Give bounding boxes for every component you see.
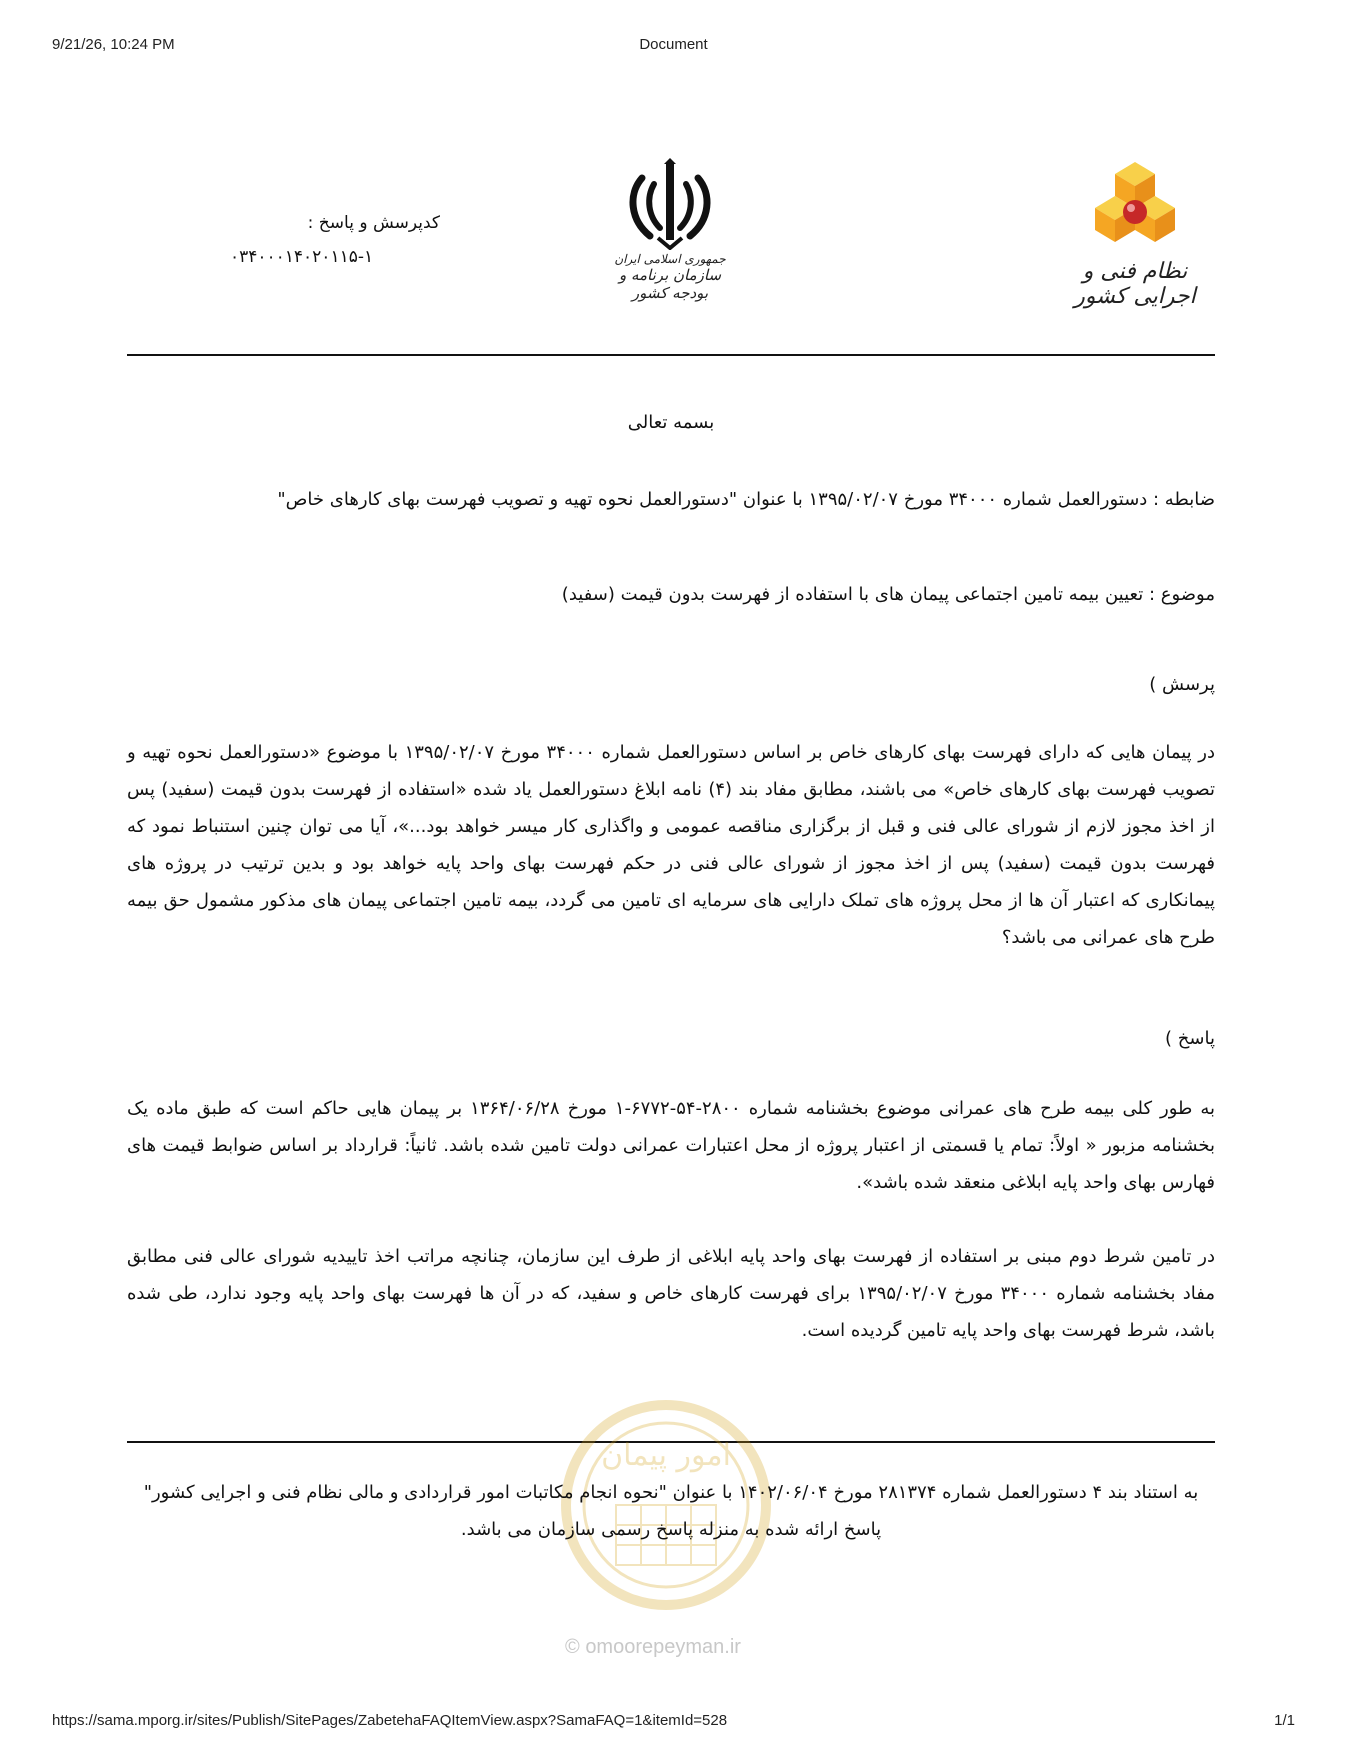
iran-emblem-logo <box>600 158 740 308</box>
faq-code-label: کدپرسش و پاسخ : <box>307 213 440 233</box>
seal-text: امور پیمان <box>601 1438 731 1473</box>
nezam-fanni-logo-text: نظام فنی و اجرایی کشور <box>1074 259 1196 309</box>
print-title: Document <box>639 36 708 53</box>
header-divider <box>127 354 1215 356</box>
official-answer-note: به استناد بند ۴ دستورالعمل شماره ۲۸۱۳۷۴ مورخ ۱۴۰۲/۰۶/۰۴ با عنوان "نحوه انجام مکاتبات امور قراردادی و مالی نظام فنی و اجرایی کشور" پاسخ ارائه شده به منزله پاسخ رسمی سازمان می باشد. <box>143 1482 1199 1540</box>
answer-heading: پاسخ ) <box>1165 1028 1215 1049</box>
question-heading: پرسش ) <box>1149 674 1215 695</box>
faq-code-value: ۰۳۴۰۰۰۱۴۰۲۰۱۱۵-۱ <box>230 247 374 267</box>
print-url: https://sama.mporg.ir/sites/Publish/SitePages/ZabetehaFAQItemView.aspx?SamaFAQ=1&itemId=528 <box>52 1712 728 1729</box>
subject-line: موضوع : تعیین بیمه تامین اجتماعی پیمان های با استفاده از فهرست بدون قیمت (سفید) <box>561 584 1215 605</box>
print-footer <box>0 1712 1347 1732</box>
iran-emblem-caption: جمهوری اسلامی ایران <box>614 252 726 266</box>
nezam-fanni-logo <box>1055 160 1215 310</box>
print-date: 9/21/26, 10:24 PM <box>52 36 175 53</box>
watermark-site <box>565 1636 741 1659</box>
answer-paragraph-2: در تامین شرط دوم مبنی بر استفاده از فهرست بهای واحد پایه ابلاغی از طرف این سازمان، چنانچه مراتب اخذ تاییدیه شورای عالی فنی مطابق مفاد بخشنامه شماره ۳۴۰۰۰ مورخ ۱۳۹۵/۰۲/۰۷ برای فهرست کارهای خاص و سفید، که در آن ها فهرست بهای واحد پایه وجود ندارد، طی شده باشد، شرط فهرست بهای واحد پایه تامین گردیده است. <box>127 1246 1215 1341</box>
cube-pyramid-icon <box>1080 160 1190 255</box>
iran-emblem-icon <box>620 158 720 250</box>
print-header <box>0 36 1347 56</box>
organization-name: سازمان برنامه و بودجه کشور <box>618 266 722 302</box>
besmeh-heading: بسمه تعالی <box>627 412 715 433</box>
print-page-number: 1/1 <box>1274 1712 1295 1729</box>
faq-code-block <box>230 206 440 274</box>
answer-paragraph-1: به طور کلی بیمه طرح های عمرانی موضوع بخشنامه شماره ۲۸۰۰-۵۴-۶۷۷۲-۱ مورخ ۱۳۶۴/۰۶/۲۸ بر پیمان هایی حاکم است که طبق ماده یک بخشنامه مزبور « اولاً: تمام یا قسمتی از اعتبار پروژه از محل اعتبارات عمرانی دولت تامین شده باشد. ثانیاً: قرارداد بر اساس ضوابط قیمت های فهارس بهای واحد پایه ابلاغی منعقد شده باشد». <box>127 1098 1216 1193</box>
copyright-icon: © <box>565 1636 580 1658</box>
regulation-line: ضابطه : دستورالعمل شماره ۳۴۰۰۰ مورخ ۱۳۹۵/۰۲/۰۷ با عنوان "دستورالعمل نحوه تهیه و تصویب فهرست بهای کارهای خاص" <box>277 489 1215 510</box>
question-text: در پیمان هایی که دارای فهرست بهای کارهای خاص بر اساس دستورالعمل شماره ۳۴۰۰۰ مورخ ۱۳۹۵/۰۲/۰۷ با موضوع «دستورالعمل نحوه تهیه و تصویب فهرست بهای کارهای خاص» می باشند، مطابق مفاد بند (۴) نامه ابلاغ دستورالعمل یاد شده «استفاده از فهرست بدون قیمت (سفید) پس از اخذ مجوز لازم از شورای عالی فنی و قبل از برگزاری مناقصه عمومی و واگذاری کار میسر خواهد بود...»، آیا می توان چنین استنباط نمود که فهرست بدون قیمت (سفید) پس از اخذ مجوز از شورای عالی فنی در حکم فهرست بهای واحد پایه خواهد بود و بدین ترتیب در پروژه های پیمانکاری که اعتبار آن ها از محل پروژه های تملک دارایی های سرمایه ای تامین می گردد، بیمه تامین اجتماعی پیمان های مذکور مشمول حق بیمه طرح های عمرانی می باشد؟ <box>127 742 1216 948</box>
watermark-site-text: omoorepeyman.ir <box>585 1636 741 1658</box>
